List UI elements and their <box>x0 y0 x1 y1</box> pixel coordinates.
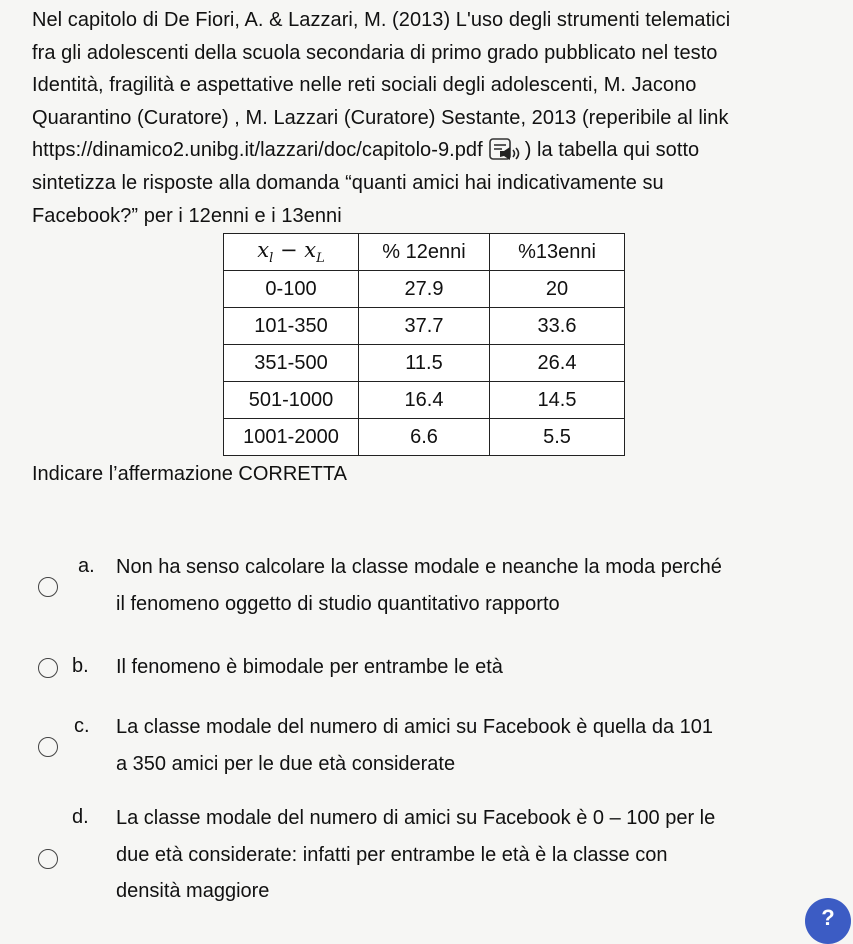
header-12enni: % 12enni <box>359 234 490 271</box>
option-text-b <box>116 649 503 686</box>
intro-line-5 <box>32 134 832 167</box>
cell-range: 0-100 <box>224 271 359 308</box>
option-letter-a: a. <box>78 555 95 577</box>
cell-12enni: 27.9 <box>359 271 490 308</box>
speaker-icon[interactable] <box>489 138 523 160</box>
cell-range: 501-1000 <box>224 382 359 419</box>
header-13enni: %13enni <box>490 234 625 271</box>
option-letter-d: d. <box>72 806 89 828</box>
cell-13enni: 14.5 <box>490 382 625 419</box>
radio-option-c[interactable] <box>38 737 58 757</box>
cell-12enni: 16.4 <box>359 382 490 419</box>
cell-12enni: 37.7 <box>359 308 490 345</box>
cell-13enni: 5.5 <box>490 419 625 456</box>
intro-line-3: Identità, fragilità e aspettative nelle reti sociali degli adolescenti, M. Jacono <box>32 74 697 97</box>
table-row <box>224 345 625 382</box>
table-header-row <box>224 234 625 271</box>
cell-12enni: 6.6 <box>359 419 490 456</box>
intro-line-7: Facebook?” per i 12enni e i 13enni <box>32 204 342 227</box>
radio-option-a[interactable] <box>38 577 58 597</box>
instruction-text: Indicare l’affermazione CORRETTA <box>32 463 347 485</box>
intro-line-5-tail: ) la tabella qui sotto <box>524 139 700 162</box>
cell-12enni: 11.5 <box>359 345 490 382</box>
help-button[interactable]: ? <box>805 898 851 944</box>
option-d-line-1: La classe modale del numero di amici su Facebook è 0 – 100 per le <box>116 807 716 829</box>
table-row <box>224 271 625 308</box>
question-intro <box>32 4 832 232</box>
cell-range: 1001-2000 <box>224 419 359 456</box>
option-text-a <box>116 549 722 622</box>
option-text-c <box>116 709 713 782</box>
header-range: $x_l - x_L$ <box>224 234 359 271</box>
option-d-line-2: due età considerate: infatti per entrambe le età è la classe con <box>116 843 668 866</box>
cell-13enni: 33.6 <box>490 308 625 345</box>
intro-line-4: Quarantino (Curatore) , M. Lazzari (Curatore) Sestante, 2013 (reperibile al link <box>32 106 729 129</box>
intro-line-2: fra gli adolescenti della scuola secondaria di primo grado pubblicato nel testo <box>32 41 718 64</box>
radio-option-d[interactable] <box>38 849 58 869</box>
intro-line-1: Nel capitolo di De Fiori, A. & Lazzari, M. (2013) L'uso degli strumenti telematici <box>32 9 731 31</box>
option-letter-b: b. <box>72 655 89 677</box>
option-letter-c: c. <box>74 715 90 737</box>
option-a-line-2: il fenomeno oggetto di studio quantitativo rapporto <box>116 592 560 615</box>
table-row <box>224 419 625 456</box>
table-row <box>224 308 625 345</box>
frequency-table <box>223 233 625 456</box>
option-text-d <box>116 800 715 910</box>
option-c-line-1: La classe modale del numero di amici su Facebook è quella da 101 <box>116 716 714 738</box>
option-d-line-3: densità maggiore <box>116 880 270 902</box>
cell-13enni: 26.4 <box>490 345 625 382</box>
cell-range: 351-500 <box>224 345 359 382</box>
intro-line-6: sintetizza le risposte alla domanda “quanti amici hai indicativamente su <box>32 171 664 194</box>
radio-option-b[interactable] <box>38 658 58 678</box>
chapter-link[interactable]: https://dinamico2.unibg.it/lazzari/doc/capitolo-9.pdf <box>32 139 483 162</box>
cell-range: 101-350 <box>224 308 359 345</box>
option-c-line-2: a 350 amici per le due età considerate <box>116 752 456 775</box>
table-row <box>224 382 625 419</box>
cell-13enni: 20 <box>490 271 625 308</box>
option-a-line-1: Non ha senso calcolare la classe modale e neanche la moda perché <box>116 556 722 578</box>
option-b-line-1: Il fenomeno è bimodale per entrambe le età <box>116 656 503 678</box>
